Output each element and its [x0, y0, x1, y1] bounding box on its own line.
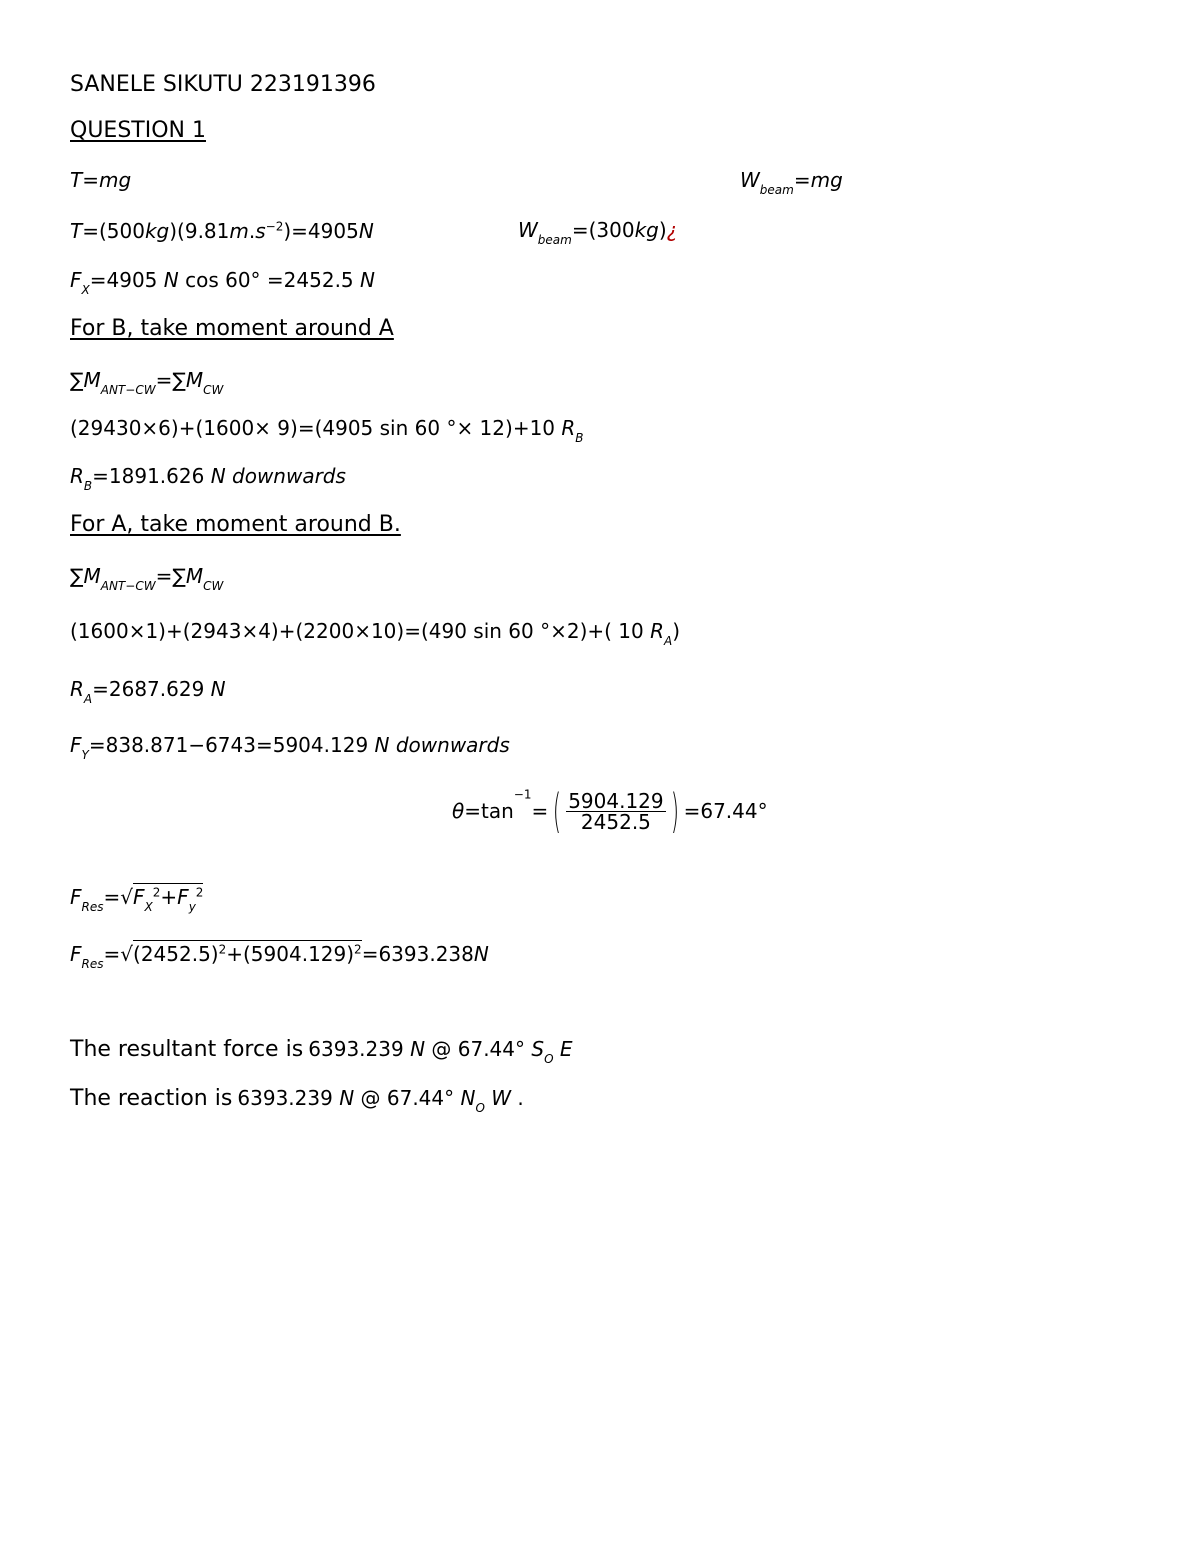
heading-moment-around-b: For A, take moment around B.: [70, 512, 401, 537]
theta-equation: $\theta=\tan^{-1}=$ ( $\frac{5904.129}{2452.5}$ ) =67.44°: [452, 784, 768, 838]
heading-moment-around-a: For B, take moment around A: [70, 316, 394, 341]
beam-weight-calculation: $W_{beam}=(300kg)¿$: [518, 218, 678, 247]
rb-result: $R_B=1891.626$ N downwards: [70, 464, 346, 493]
ra-result: $R_A=2687.629$ N: [70, 677, 226, 706]
fres-formula: $F_{Res}=√F_X^2+F_y^2$: [70, 885, 204, 914]
tension-formula: T=mg: [70, 168, 132, 192]
resultant-label: The resultant force is: [70, 1037, 304, 1062]
student-name-id: SANELE SIKUTU 223191396: [70, 72, 376, 97]
fx-calculation: $F_X=4905$ N cos 60° =2452.5 N: [70, 268, 375, 297]
beam-weight-formula: $W_{beam}=mg$: [740, 168, 843, 197]
moment-equation-a: (1600×1)+(2943×4)+(2200×10)=(490 sin 60 °×2)+( 10 $R_A$): [70, 619, 681, 648]
reaction-statement: The reaction is 6393.239 N @ 67.44° $N_O$ W .: [70, 1086, 524, 1115]
sum-of-moments-2: $\sum M_{ANT-CW}=\sum M_{CW}$: [70, 564, 224, 593]
question-heading: QUESTION 1: [70, 118, 206, 143]
reaction-label: The reaction is: [70, 1086, 233, 1111]
sum-of-moments-1: $\sum M_{ANT-CW}=\sum M_{CW}$: [70, 368, 224, 397]
moment-equation-b: (29430×6)+(1600× 9)=(4905 sin 60 °× 12)+10 $R_B$: [70, 416, 584, 445]
tension-calculation: $T=(500kg)(9.81m.s^{-2})=4905N$: [70, 219, 374, 243]
fy-result: $F_Y=838.871-6743=5904.129$ N downwards: [70, 733, 510, 762]
resultant-force-statement: The resultant force is 6393.239 N @ 67.44° $S_O$ E: [70, 1037, 573, 1066]
fres-calculation: $F_{Res}=√(2452.5)^2+(5904.129)^2=6393.238N$: [70, 942, 489, 971]
